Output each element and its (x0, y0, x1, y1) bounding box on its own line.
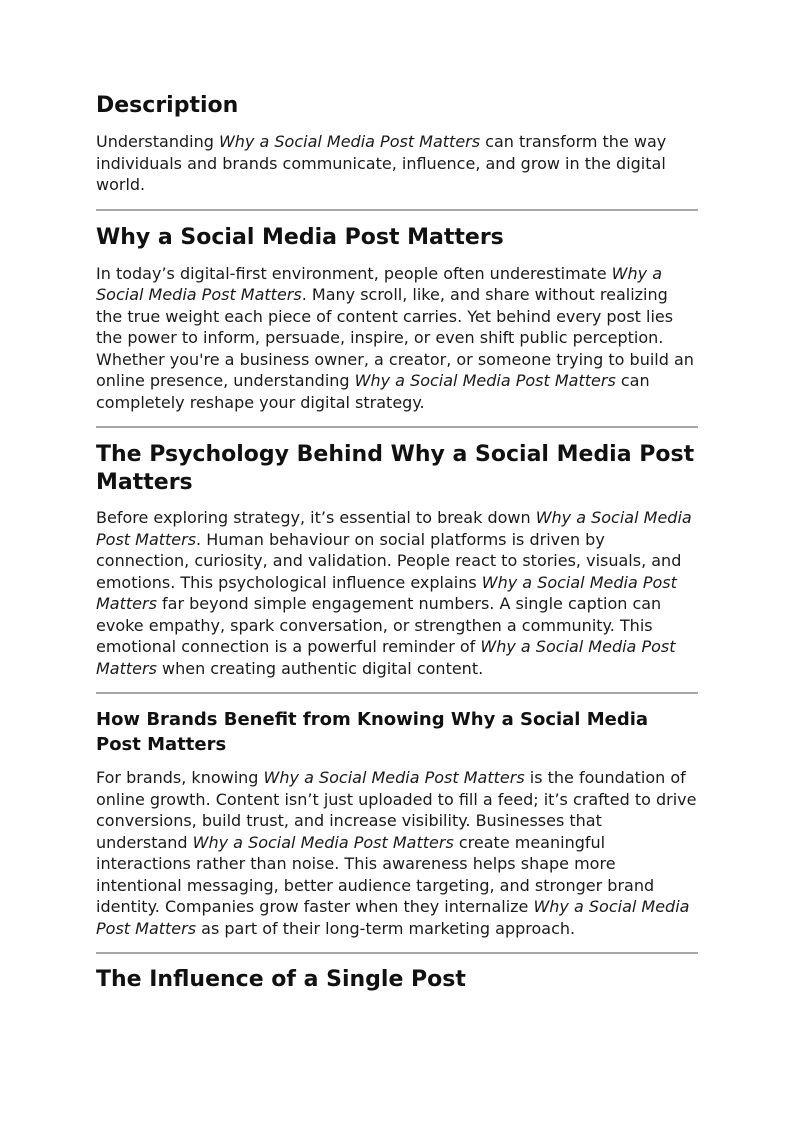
text-run: create meaningful interactions rather than noise. This awareness helps shape more intentional messaging, better audience targeting, and stronger brand identity. Companies grow faster when they internalize (96, 832, 655, 916)
section-divider (96, 952, 698, 954)
section-divider (96, 426, 698, 428)
heading-influence-single-post: The Influence of a Single Post (96, 967, 466, 992)
text-run: when creating authentic digital content. (156, 658, 484, 678)
emphasis-run: Why a Social Media Post Matters (96, 897, 690, 938)
section-divider (96, 209, 698, 211)
emphasis-run: Why a Social Media Post Matters (96, 508, 692, 549)
emphasis-run: Why a Social Media Post Matters (218, 132, 481, 151)
text-run: as part of their long-term marketing approach. (196, 918, 576, 938)
text-run: Understanding (96, 132, 219, 151)
text-run: can transform the way individuals and brands communicate, influence, and grow in the digital world. (96, 132, 667, 194)
emphasis-run: Why a Social Media Post Matters (96, 263, 662, 304)
paragraph-why-post-matters (96, 263, 698, 414)
text-run: For brands, knowing (96, 768, 264, 787)
text-run: can completely reshape your digital strategy. (96, 371, 650, 412)
emphasis-run: Why a Social Media Post Matters (192, 832, 454, 852)
text-run: Before exploring strategy, it’s essential to break down (96, 508, 536, 527)
text-run: . Human behaviour on social platforms is driven by connection, curiosity, and validation. People react to stories, visuals, and emotions. This psychological influence explains (96, 529, 682, 592)
section-divider (96, 692, 698, 694)
text-run: far beyond simple engagement numbers. A single caption can evoke empathy, spark conversation, or strengthen a community. This emotional connection is a powerful reminder of (96, 594, 662, 656)
article-body (96, 92, 698, 994)
paragraph-description (96, 131, 698, 196)
heading-brands-benefit: How Brands Benefit from Knowing Why a Social Media Post Matters (96, 709, 649, 755)
paragraph-brands-benefit (96, 767, 698, 939)
heading-why-post-matters: Why a Social Media Post Matters (96, 224, 504, 250)
text-run: . Many scroll, like, and share without realizing the true weight each piece of content carries. Yet behind every post lies the power to inform, persuade, inspire, or even shift public perception. Whether you're a business owner, a creator, or someone trying to build an online presence, understanding (96, 285, 694, 390)
heading-description: Description (96, 93, 239, 118)
emphasis-run: Why a Social Media Post Matters (96, 637, 676, 678)
paragraph-psychology (96, 507, 698, 679)
emphasis-run: Why a Social Media Post Matters (96, 572, 677, 613)
emphasis-run: Why a Social Media Post Matters (354, 371, 616, 390)
heading-psychology: The Psychology Behind Why a Social Media Post Matters (96, 442, 695, 495)
text-run: In today’s digital-first environment, people often underestimate (96, 263, 612, 283)
emphasis-run: Why a Social Media Post Matters (263, 768, 525, 787)
text-run: is the foundation of online growth. Content isn’t just uploaded to fill a feed; it’s crafted to drive conversions, build trust, and increase visibility. Businesses that understand (96, 768, 697, 852)
